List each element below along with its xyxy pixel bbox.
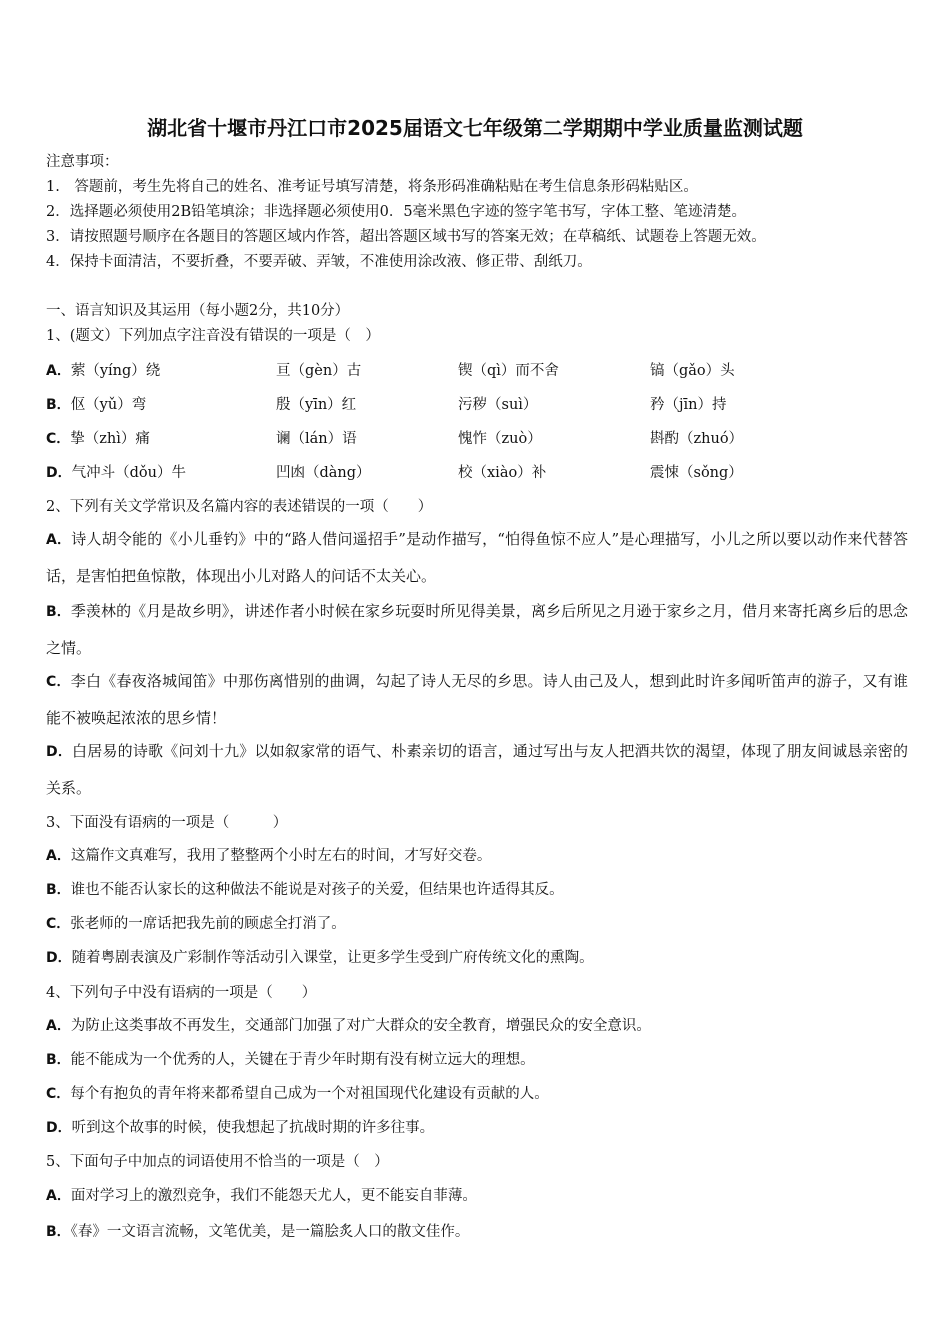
option-cell: 震悚（sǒng） xyxy=(650,465,743,481)
question-stem-2: 2、下列有关文学常识及名篇内容的表述错误的一项（ ） xyxy=(46,499,433,515)
section-heading: 一、语言知识及其运用（每小题2分，共10分） xyxy=(46,303,350,319)
notice-item: 4．保持卡面清洁，不要折叠，不要弄破、弄皱，不准使用涂改液、修正带、刮纸刀。 xyxy=(46,254,592,270)
q2-option-a xyxy=(46,521,908,594)
notice-item: 3．请按照题号顺序在各题目的答题区域内作答，超出答题区域书写的答案无效；在草稿纸、试题卷上答题无效。 xyxy=(46,229,766,245)
option-label: B． xyxy=(46,1224,71,1240)
option-text: 随着粤剧表演及广彩制作等活动引入课堂，让更多学生受到广府传统文化的熏陶。 xyxy=(71,950,594,966)
q2-option-d xyxy=(46,733,908,806)
option-label: B． xyxy=(46,882,71,898)
option-label: D． xyxy=(46,950,72,966)
option-text: 季羡林的《月是故乡明》，讲述作者小时候在家乡玩耍时所见得美景，离乡后所见之月逊于家乡之月，借月来寄托离乡后的思念之情。 xyxy=(46,602,908,657)
question-stem-4: 4、下列句子中没有语病的一项是（ ） xyxy=(46,985,317,1001)
option-cell: 亘（gèn）古 xyxy=(276,363,362,379)
option-label: B． xyxy=(46,1052,71,1068)
option-label: B． xyxy=(46,397,71,413)
option-cell: 矜（jīn）持 xyxy=(650,397,727,413)
q1-option-row-a xyxy=(46,361,906,381)
option-label: A． xyxy=(46,532,72,548)
option-label: C． xyxy=(46,1086,71,1102)
notice-item: 2．选择题必须使用2B铅笔填涂；非选择题必须使用0．5毫米黑色字迹的签字笔书写，字体工整、笔迹清楚。 xyxy=(46,204,747,220)
option-cell: 挚（zhì）痛 xyxy=(70,431,150,447)
option-label: B． xyxy=(46,604,71,620)
q4-option-b xyxy=(46,1050,535,1070)
q3-option-d xyxy=(46,948,594,968)
q2-option-b xyxy=(46,593,908,666)
option-cell: 校（xiào）补 xyxy=(458,465,547,481)
option-label: A． xyxy=(46,848,71,864)
q3-option-a xyxy=(46,846,491,866)
option-text: 听到这个故事的时候，使我想起了抗战时期的许多往事。 xyxy=(71,1120,435,1136)
q2-option-c xyxy=(46,663,908,736)
option-text: 谁也不能否认家长的这种做法不能说是对孩子的关爱，但结果也许适得其反。 xyxy=(70,882,564,898)
option-label: C． xyxy=(46,916,71,932)
option-label: A． xyxy=(46,363,71,379)
q3-option-b xyxy=(46,880,564,900)
q3-option-c xyxy=(46,914,346,934)
question-stem-1: 1、(题文）下列加点字注音没有错误的一项是（ ） xyxy=(46,328,380,344)
option-label: D． xyxy=(46,744,73,760)
option-text: 为防止这类事故不再发生，交通部门加强了对广大群众的安全教育，增强民众的安全意识。 xyxy=(70,1018,651,1034)
option-cell: 锲（qì）而不舍 xyxy=(458,363,559,379)
option-label: A． xyxy=(46,1188,71,1204)
option-cell: 镐（gǎo）头 xyxy=(650,363,735,379)
option-cell: 凹凼（dàng） xyxy=(276,465,371,481)
option-text: 面对学习上的激烈竞争，我们不能怨天尤人，更不能妄自菲薄。 xyxy=(70,1188,477,1204)
option-cell: 愧怍（zuò） xyxy=(458,431,542,447)
option-cell: 萦（yíng）绕 xyxy=(70,363,161,379)
option-label: D． xyxy=(46,465,72,481)
page-title: 湖北省十堰市丹江口市2025届语文七年级第二学期期中学业质量监测试题 xyxy=(147,116,803,140)
option-text: 诗人胡令能的《小儿垂钓》中的“路人借问遥招手”是动作描写，“怕得鱼惊不应人”是心理描写，小儿之所以要以动作来代替答话，是害怕把鱼惊散，体现出小儿对路人的问话不太关心。 xyxy=(46,530,908,585)
q1-option-row-c xyxy=(46,429,906,449)
option-cell: 殷（yīn）红 xyxy=(276,397,357,413)
option-label: D． xyxy=(46,1120,72,1136)
option-cell: 污秽（suì） xyxy=(458,397,538,413)
option-text: 《春》一文语言流畅，文笔优美，是一篇脍炙人口的散文佳作。 xyxy=(70,1224,470,1240)
notice-heading: 注意事项： xyxy=(46,154,119,170)
option-text: 李白《春夜洛城闻笛》中那伤离惜别的曲调，勾起了诗人无尽的乡思。诗人由己及人，想到此时许多闻听笛声的游子，又有谁能不被唤起浓浓的思乡情！ xyxy=(46,672,908,727)
question-stem-3: 3、下面没有语病的一项是（ ） xyxy=(46,815,288,831)
q1-option-row-d xyxy=(46,463,906,483)
option-label: C． xyxy=(46,431,71,447)
option-label: A． xyxy=(46,1018,71,1034)
option-cell: 伛（yǔ）弯 xyxy=(70,397,147,413)
q4-option-a xyxy=(46,1016,651,1036)
notice-item: 1. 答题前，考生先将自己的姓名、准考证号填写清楚，将条形码准确粘贴在考生信息条形码粘贴区。 xyxy=(46,179,698,195)
option-text: 白居易的诗歌《问刘十九》以如叙家常的语气、朴素亲切的语言，通过写出与友人把酒共饮的渴望，体现了朋友间诚恳亲密的关系。 xyxy=(46,742,908,797)
q5-option-b xyxy=(46,1222,469,1242)
option-text: 能不能成为一个优秀的人，关键在于青少年时期有没有树立远大的理想。 xyxy=(70,1052,535,1068)
option-text: 这篇作文真难写，我用了整整两个小时左右的时间，才写好交卷。 xyxy=(70,848,492,864)
option-cell: 斟酌（zhuó） xyxy=(650,431,744,447)
option-cell: 气冲斗（dǒu）牛 xyxy=(71,465,186,481)
question-stem-5: 5、下面句子中加点的词语使用不恰当的一项是（ ） xyxy=(46,1154,389,1170)
option-cell: 谰（lán）语 xyxy=(276,431,357,447)
q1-option-row-b xyxy=(46,395,906,415)
q5-option-a xyxy=(46,1186,477,1206)
option-label: C． xyxy=(46,674,71,690)
q4-option-d xyxy=(46,1118,434,1138)
q4-option-c xyxy=(46,1084,549,1104)
option-text: 每个有抱负的青年将来都希望自己成为一个对祖国现代化建设有贡献的人。 xyxy=(70,1086,549,1102)
option-text: 张老师的一席话把我先前的顾虑全打消了。 xyxy=(70,916,346,932)
